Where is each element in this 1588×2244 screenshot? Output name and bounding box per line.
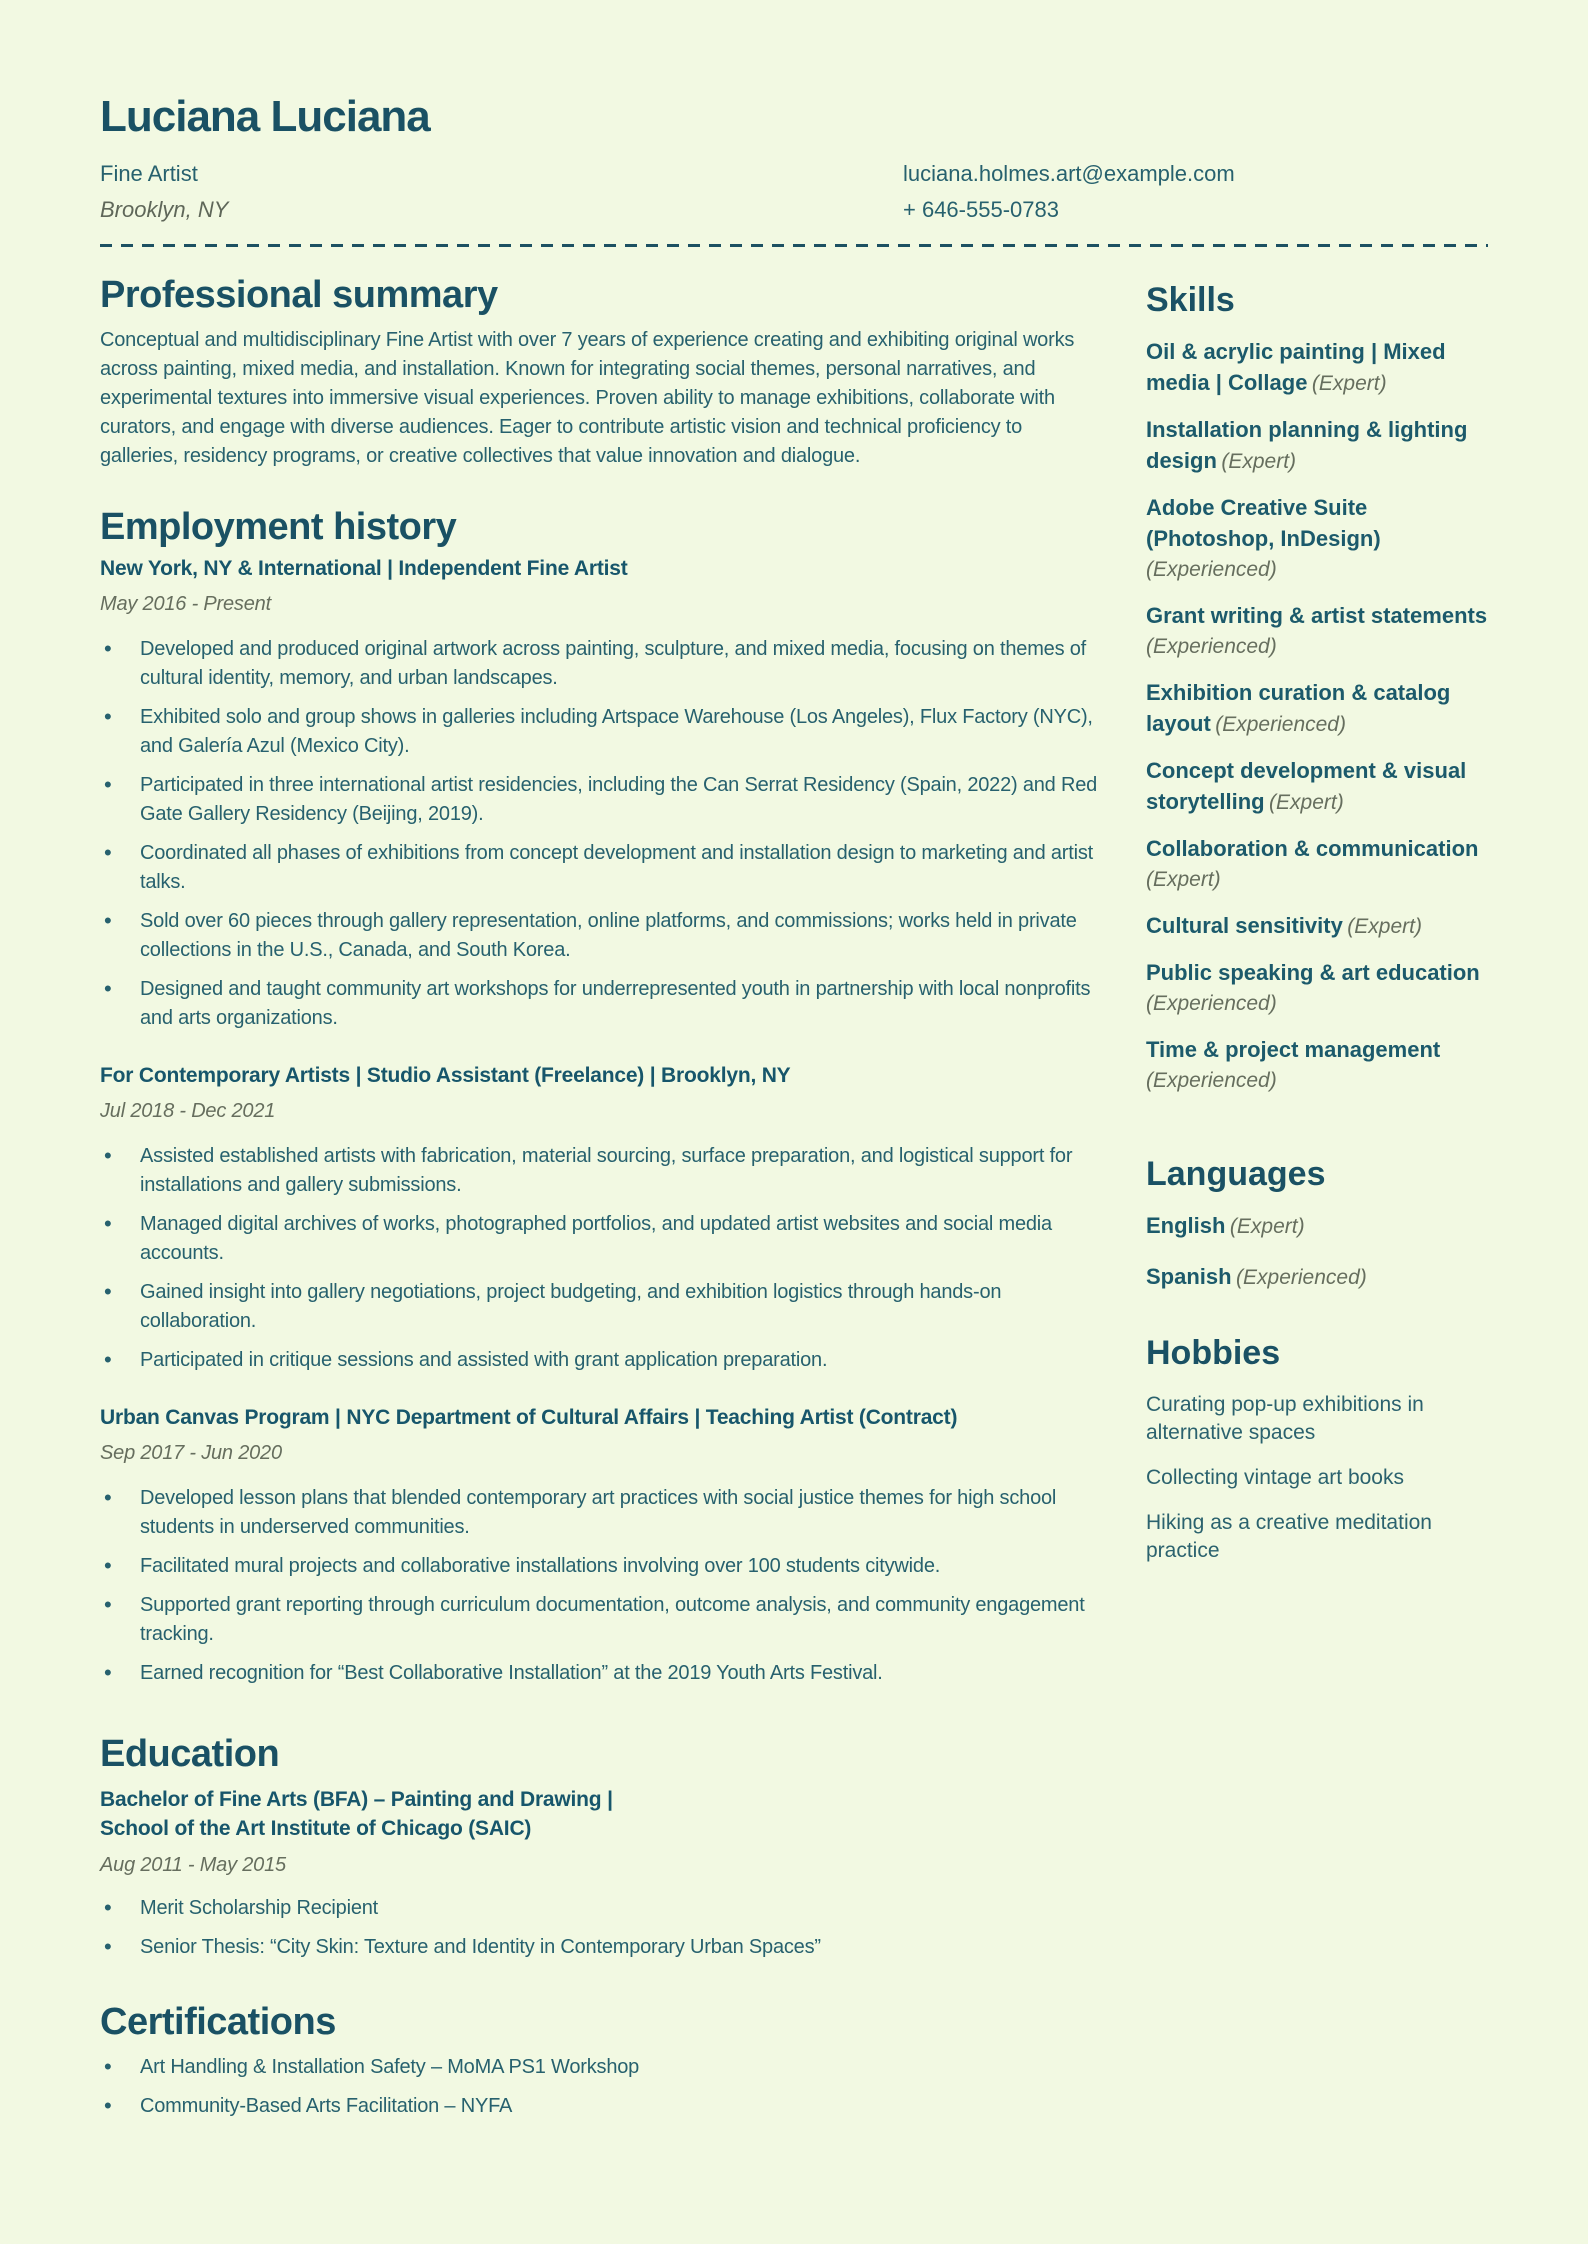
skill-name: Exhibition curation & catalog layout: [1146, 680, 1451, 736]
employment-heading: Employment history: [100, 506, 457, 548]
skill-level: (Expert): [1221, 450, 1297, 473]
hobbies-heading: Hobbies: [1146, 1334, 1281, 1372]
job-dates: May 2016 - Present: [100, 593, 271, 615]
job-title: For Contemporary Artists | Studio Assistant (Freelance) | Brooklyn, NY: [100, 1064, 791, 1087]
skill-level: (Expert): [1269, 791, 1344, 814]
skill-name: Public speaking & art education: [1146, 960, 1480, 985]
job-bullet: • Developed lesson plans that blended contemporary art practices with social justice themes for high school students in underserved communities.: [100, 1484, 1105, 1542]
header: [100, 92, 1488, 228]
education-bullet: • Senior Thesis: “City Skin: Texture and Identity in Contemporary Urban Spaces”: [100, 1933, 1105, 1962]
certification-bullet: • Community-Based Arts Facilitation – NYFA: [100, 2092, 1105, 2121]
job-bullet: • Assisted established artists with fabrication, material sourcing, surface preparation, and logistical support for installations and gallery submissions.: [100, 1142, 1105, 1200]
job-bullet: • Managed digital archives of works, photographed portfolios, and updated artist websites and social media accounts.: [100, 1210, 1105, 1268]
education-bullet-list: [100, 1894, 1105, 1962]
degree-line-1: Bachelor of Fine Arts (BFA) – Painting and Drawing |: [100, 1788, 613, 1811]
sidebar: [1146, 281, 1488, 2131]
skill-level: (Experienced): [1215, 713, 1346, 736]
job-entry: [100, 1403, 1105, 1688]
skill-item: [1146, 494, 1488, 586]
main-content: [100, 274, 1488, 2131]
degree-line-2: School of the Art Institute of Chicago (SAIC): [100, 1817, 532, 1840]
job-bullet-list: [100, 1484, 1105, 1688]
skill-item: [1146, 338, 1488, 400]
job-bullet: • Participated in three international artist residencies, including the Can Serrat Residency (Spain, 2022) and Red Gate Gallery Residency (Beijing, 2019).: [100, 771, 1105, 829]
skill-item: [1146, 835, 1488, 896]
job-bullet: • Sold over 60 pieces through gallery representation, online platforms, and commissions; works held in private collections in the U.S., Canada, and South Korea.: [100, 907, 1105, 965]
header-contact-info: [903, 156, 1488, 228]
section-languages: [1146, 1155, 1488, 1294]
job-bullet-list: [100, 635, 1105, 1033]
section-hobbies: [1146, 1334, 1488, 1565]
location: Brooklyn, NY: [100, 197, 229, 222]
person-name: Luciana Luciana: [100, 92, 430, 141]
email-text: luciana.holmes.art@example.com: [903, 161, 1235, 186]
hobby-item: Hiking as a creative meditation practice: [1146, 1511, 1432, 1562]
job-bullet: • Exhibited solo and group shows in galleries including Artspace Warehouse (Los Angeles), Flux Factory (NYC), and Galería Azul (Mexico City).: [100, 703, 1105, 761]
skill-item: [1146, 679, 1488, 741]
education-bullet: • Merit Scholarship Recipient: [100, 1894, 1105, 1923]
header-contact-row: [100, 156, 1488, 228]
language-level: (Experienced): [1236, 1266, 1367, 1289]
skills-heading: Skills: [1146, 281, 1235, 319]
job-dates: Jul 2018 - Dec 2021: [100, 1100, 276, 1122]
section-certifications: [100, 2001, 1105, 2121]
language-item: [1146, 1212, 1488, 1243]
job-bullet: • Participated in critique sessions and assisted with grant application preparation.: [100, 1346, 1105, 1375]
skill-name: Time & project management: [1146, 1037, 1441, 1062]
language-name: Spanish: [1146, 1264, 1232, 1289]
header-left: [100, 156, 228, 228]
hobby-item: Collecting vintage art books: [1146, 1466, 1404, 1489]
job-bullet: • Coordinated all phases of exhibitions from concept development and installation design to marketing and artist talks.: [100, 839, 1105, 897]
skill-name: Adobe Creative Suite (Photoshop, InDesign): [1146, 495, 1381, 551]
skill-level: (Expert): [1311, 372, 1387, 395]
section-skills: [1146, 281, 1488, 1097]
section-education: [100, 1733, 1105, 1962]
certification-bullet: • Art Handling & Installation Safety – MoMA PS1 Workshop: [100, 2053, 1105, 2082]
job-entry: [100, 1061, 1105, 1375]
skill-level: (Experienced): [1146, 1069, 1277, 1092]
job-title: Urban Canvas Program | NYC Department of Cultural Affairs | Teaching Artist (Contract): [100, 1406, 958, 1429]
job-bullet: • Earned recognition for “Best Collaborative Installation” at the 2019 Youth Arts Festival.: [100, 1659, 1105, 1688]
skill-name: Oil & acrylic painting | Mixed media | Collage: [1146, 339, 1446, 395]
job-bullet: • Designed and taught community art workshops for underrepresented youth in partnership with local nonprofits and arts organizations.: [100, 975, 1105, 1033]
summary-text: Conceptual and multidisciplinary Fine Artist with over 7 years of experience creating and exhibiting original works across painting, mixed media, and installation. Known for integrating social themes, personal narratives, and experimental textures into immersive visual experiences. Proven ability to manage exhibitions, collaborate with curators, and engage with diverse audiences. Eager to contribute artistic vision and technical proficiency to galleries, residency programs, or creative collectives that value innovation and dialogue.: [100, 329, 1075, 467]
job-bullet: • Developed and produced original artwork across painting, sculpture, and mixed media, focusing on themes of cultural identity, memory, and urban landscapes.: [100, 635, 1105, 693]
language-item: [1146, 1263, 1488, 1294]
languages-heading: Languages: [1146, 1155, 1326, 1193]
skill-item: [1146, 602, 1488, 663]
skill-item: [1146, 757, 1488, 819]
job-bullet: • Gained insight into gallery negotiations, project budgeting, and exhibition logistics through hands-on collaboration.: [100, 1278, 1105, 1336]
skill-level: (Experienced): [1146, 635, 1277, 658]
certifications-heading: Certifications: [100, 2001, 336, 2043]
language-name: English: [1146, 1213, 1226, 1238]
skill-level: (Expert): [1146, 868, 1221, 891]
skill-item: [1146, 912, 1488, 943]
section-professional-summary: [100, 274, 1105, 471]
skill-name: Concept development & visual storytelling: [1146, 758, 1467, 814]
section-employment-history: [100, 506, 1105, 1688]
skill-item: [1146, 959, 1488, 1020]
skill-name: Cultural sensitivity: [1146, 913, 1343, 938]
skill-name: Grant writing & artist statements: [1146, 603, 1488, 628]
job-dates: Sep 2017 - Jun 2020: [100, 1442, 282, 1464]
professional-title: Fine Artist: [100, 161, 198, 186]
certifications-bullet-list: [100, 2053, 1105, 2121]
skill-name: Installation planning & lighting design: [1146, 417, 1468, 473]
job-entry: [100, 554, 1105, 1033]
hobby-item: Curating pop-up exhibitions in alternative spaces: [1146, 1393, 1424, 1444]
skill-level: (Expert): [1347, 915, 1422, 938]
skill-item: [1146, 416, 1488, 478]
summary-heading: Professional summary: [100, 274, 498, 316]
left-column: [100, 274, 1105, 2131]
skill-item: [1146, 1036, 1488, 1097]
skill-level: (Experienced): [1146, 992, 1277, 1015]
skill-name: Collaboration & communication: [1146, 836, 1479, 861]
job-bullet: • Facilitated mural projects and collaborative installations involving over 100 students citywide.: [100, 1552, 1105, 1581]
job-title: New York, NY & International | Independent Fine Artist: [100, 557, 628, 580]
phone-text: + 646-555-0783: [903, 197, 1059, 222]
education-heading: Education: [100, 1733, 280, 1775]
language-level: (Expert): [1229, 1215, 1305, 1238]
job-bullet: • Supported grant reporting through curriculum documentation, outcome analysis, and community engagement tracking.: [100, 1591, 1105, 1649]
education-dates: Aug 2011 - May 2015: [100, 1854, 286, 1876]
job-bullet-list: [100, 1142, 1105, 1375]
dashed-divider: [100, 244, 1488, 247]
skill-level: (Experienced): [1146, 558, 1277, 581]
degree-title: [100, 1785, 1105, 1843]
